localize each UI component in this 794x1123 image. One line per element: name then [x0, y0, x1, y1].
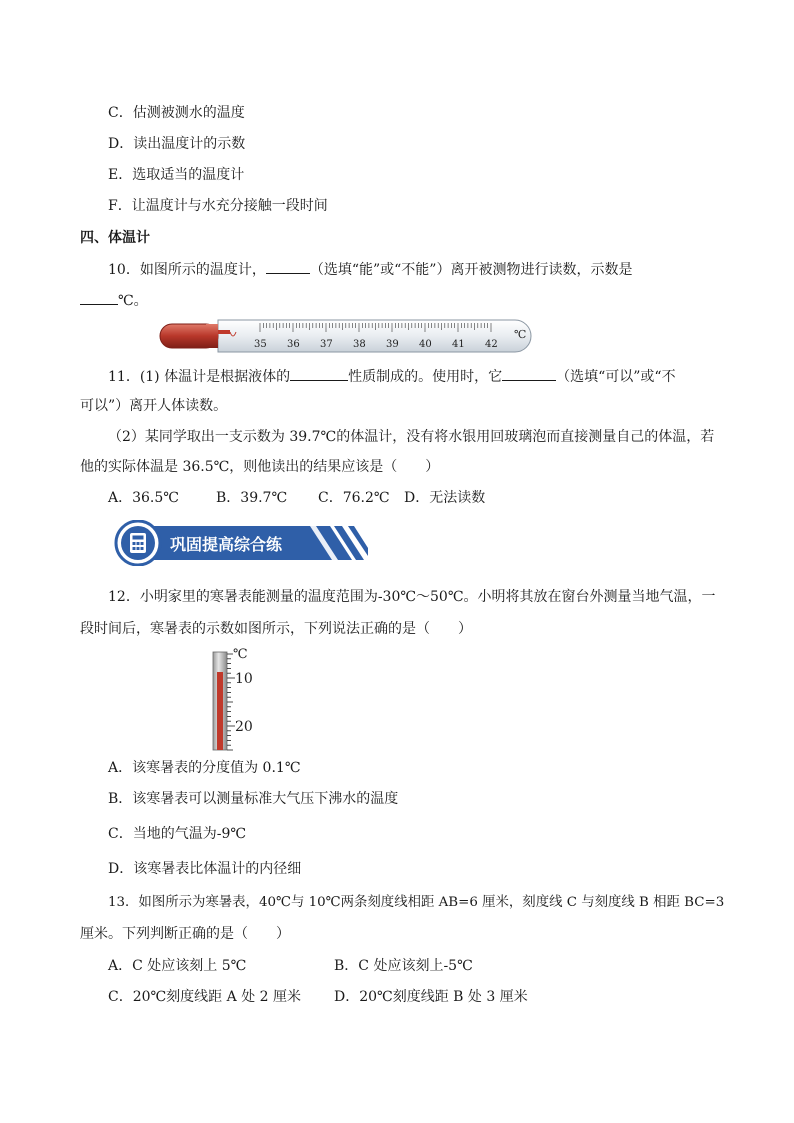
q11-text-a: 11．(1) 体温计是根据液体的 — [108, 369, 291, 385]
clinical-scale-label: 42 — [485, 339, 498, 350]
q12-option-a[interactable]: A．该寒暑表的分度值为 0.1℃ — [108, 760, 301, 776]
clinical-scale-label: 39 — [386, 339, 399, 350]
q13-option-c[interactable]: C．20℃刻度线距 A 处 2 厘米 — [108, 989, 302, 1005]
q12-option-c[interactable]: C．当地的气温为-9℃ — [108, 826, 247, 842]
banner-title: 巩固提高综合练 — [170, 535, 283, 554]
q12-option-b[interactable]: B．该寒暑表可以测量标准大气压下沸水的温度 — [108, 791, 399, 807]
q13-option-d[interactable]: D．20℃刻度线距 B 处 3 厘米 — [334, 989, 528, 1005]
question-10-line2 — [80, 290, 148, 311]
question-12-line2: 段时间后，寒暑表的示数如图所示，下列说法正确的是（ ） — [80, 621, 472, 637]
question-11-part2-line2: 他的实际体温是 36.5℃，则他读出的结果应该是（ ） — [80, 459, 440, 475]
section-banner — [112, 520, 368, 566]
clinical-scale-label: 36 — [287, 339, 300, 350]
q13-option-a[interactable]: A．C 处应该刻上 5℃ — [108, 958, 247, 974]
q11-option-c[interactable]: C．76.2℃ — [318, 490, 390, 506]
q10-text-c: ℃。 — [118, 293, 148, 309]
item-d: D．读出温度计的示数 — [108, 136, 246, 152]
question-11-options — [108, 488, 485, 508]
clinical-thermometer-figure — [158, 318, 533, 354]
question-10-line1 — [108, 259, 632, 280]
clinical-scale-label: 40 — [419, 339, 432, 350]
q11-option-a[interactable]: A．36.5℃ — [108, 490, 179, 506]
question-13-line2: 厘米。下列判断正确的是（ ） — [80, 926, 290, 942]
clinical-scale-label: 41 — [452, 339, 465, 350]
q11-text-b: 性质制成的。使用时，它 — [348, 369, 503, 385]
hanshu-scale-ticks — [227, 654, 235, 750]
clinical-unit-label: ℃ — [514, 328, 527, 341]
q11-blank-2[interactable] — [502, 366, 556, 381]
hanshu-label-10: 10 — [235, 671, 253, 687]
clinical-scale-label: 37 — [320, 339, 333, 350]
hanshu-label-20: 20 — [235, 719, 253, 735]
item-c: C．估测被测水的温度 — [108, 105, 245, 121]
q10-text-b: （选填“能”或“不能”）离开被测物进行读数，示数是 — [309, 262, 633, 278]
q11-text-c: （选填“可以”或“不 — [556, 369, 676, 385]
question-11-line2: 可以”）离开人体读数。 — [80, 398, 228, 414]
q13-option-b[interactable]: B．C 处应该刻上-5℃ — [334, 958, 473, 974]
question-11-part2-line1: （2）某同学取出一支示数为 39.7℃的体温计，没有将水银用回玻璃泡而直接测量自己的体温，若 — [108, 429, 715, 445]
q11-blank-1[interactable] — [290, 366, 348, 381]
q10-blank-2[interactable] — [80, 290, 118, 305]
item-f: F．让温度计与水充分接触一段时间 — [108, 198, 328, 214]
calculator-icon — [130, 533, 146, 553]
q11-option-b[interactable]: B．39.7℃ — [216, 490, 288, 506]
section-heading-4: 四、体温计 — [80, 230, 150, 246]
hanshu-unit-label: ℃ — [233, 647, 248, 662]
q10-blank-1[interactable] — [266, 259, 310, 274]
question-12-line1: 12．小明家里的寒暑表能测量的温度范围为-30℃～50℃。小明将其放在窗台外测量当地气温，一 — [108, 589, 716, 605]
item-e: E．选取适当的温度计 — [108, 167, 245, 183]
question-13-line1: 13．如图所示为寒暑表，40℃与 10℃两条刻度线相距 AB=6 厘米，刻度线 C 与刻度线 B 相距 BC=3 — [108, 895, 725, 910]
clinical-scale-label: 35 — [254, 339, 267, 350]
q10-text-a: 10．如图所示的温度计， — [108, 262, 266, 278]
liquid-column — [217, 672, 223, 750]
hanshu-thermometer-figure — [205, 642, 267, 752]
clinical-scale-label: 38 — [353, 339, 366, 350]
q11-option-d[interactable]: D．无法读数 — [404, 490, 486, 506]
question-11-line1 — [108, 366, 676, 387]
q12-option-d[interactable]: D．该寒暑表比体温计的内径细 — [108, 861, 302, 877]
